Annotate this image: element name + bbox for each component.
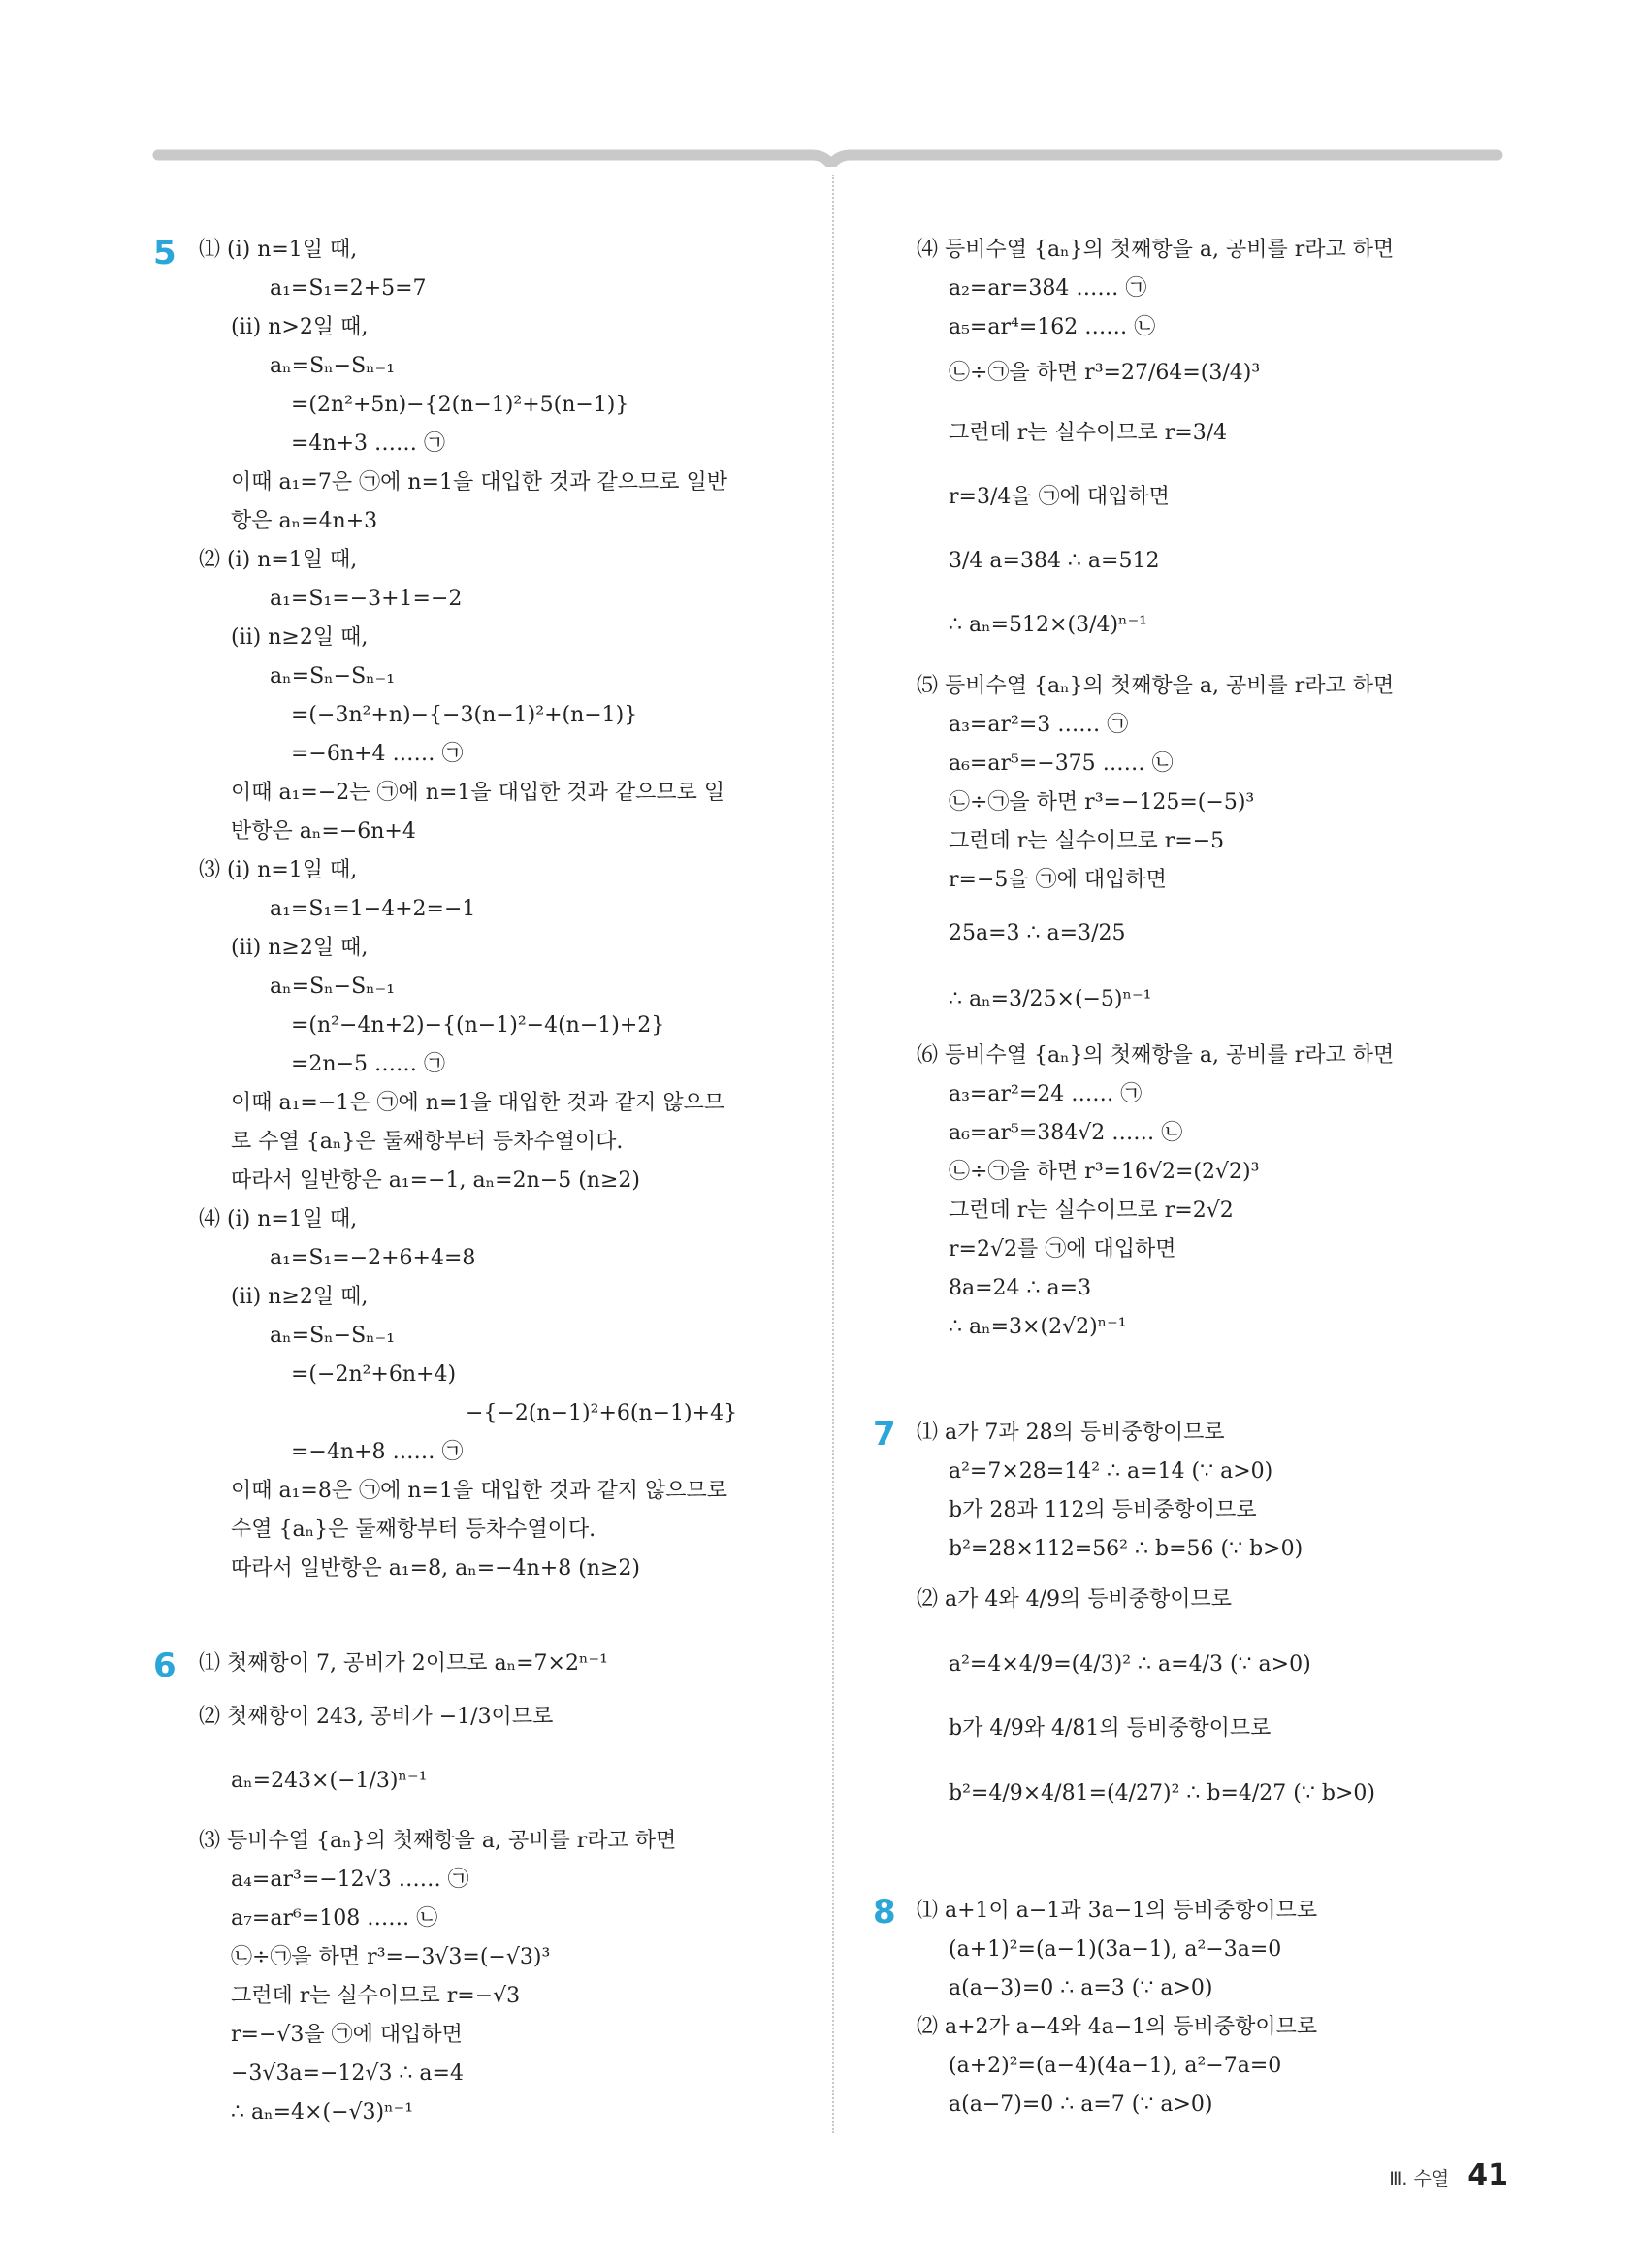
solution-line: ⑴ a가 7과 28의 등비중항이므로	[917, 1421, 1225, 1445]
solution-line: ㉡÷㉠을 하면 r³=27/64=(3/4)³	[949, 361, 1261, 385]
solution-line: −{−2(n−1)²+6(n−1)+4}	[466, 1401, 738, 1425]
solution-line: aₙ=243×(−1/3)ⁿ⁻¹	[231, 1769, 428, 1793]
solution-line: 이때 a₁=−1은 ㉠에 n=1을 대입한 것과 같지 않으므	[231, 1091, 725, 1115]
solution-line: −3√3a=−12√3 ∴ a=4	[231, 2061, 464, 2086]
solution-line: (ⅱ) n>2일 때,	[231, 315, 369, 339]
solution-line: ⑴ (ⅰ) n=1일 때,	[199, 238, 358, 262]
solution-line: (a+2)²=(a−4)(4a−1), a²−7a=0	[949, 2054, 1282, 2078]
section-label: Ⅲ. 수열	[1389, 2168, 1450, 2189]
solution-line: b²=28×112=56² ∴ b=56 (∵ b>0)	[949, 1537, 1304, 1561]
solution-line: aₙ=Sₙ−Sₙ₋₁	[270, 354, 396, 378]
solution-line: a(a−3)=0 ∴ a=3 (∵ a>0)	[949, 1976, 1213, 2000]
solution-line: a₆=ar⁵=384√2 …… ㉡	[949, 1121, 1183, 1145]
solution-line: 이때 a₁=−2는 ㉠에 n=1을 대입한 것과 같으므로 일	[231, 781, 725, 805]
solution-line: a₃=ar²=3 …… ㉠	[949, 713, 1129, 737]
solution-line: a²=7×28=14² ∴ a=14 (∵ a>0)	[949, 1459, 1273, 1484]
solution-line: aₙ=Sₙ−Sₙ₋₁	[270, 1324, 396, 1348]
solution-line: ∴ aₙ=4×(−√3)ⁿ⁻¹	[231, 2100, 414, 2124]
solution-line: a₅=ar⁴=162 …… ㉡	[949, 315, 1156, 339]
solution-line: a₁=S₁=2+5=7	[270, 276, 427, 301]
solution-line: (ⅱ) n≥2일 때,	[231, 1285, 369, 1309]
solution-line: =(n²−4n+2)−{(n−1)²−4(n−1)+2}	[291, 1013, 665, 1038]
solution-line: 이때 a₁=8은 ㉠에 n=1을 대입한 것과 같지 않으므로	[231, 1479, 727, 1503]
solution-line: b가 4/9와 4/81의 등비중항이므로	[949, 1716, 1272, 1741]
solution-line: aₙ=Sₙ−Sₙ₋₁	[270, 974, 396, 999]
solution-line: =−6n+4 …… ㉠	[291, 742, 464, 766]
solution-line: ㉡÷㉠을 하면 r³=16√2=(2√2)³	[949, 1160, 1260, 1184]
solution-line: 8a=24 ∴ a=3	[949, 1276, 1092, 1300]
solution-line: r=−5을 ㉠에 대입하면	[949, 868, 1167, 892]
solution-line: a₁=S₁=−2+6+4=8	[270, 1246, 476, 1270]
problem-number-6: 6	[153, 1646, 177, 1685]
solution-line: ⑷ 등비수열 {aₙ}의 첫째항을 a, 공비를 r라고 하면	[917, 238, 1395, 262]
solution-line: ∴ aₙ=512×(3/4)ⁿ⁻¹	[949, 613, 1148, 637]
solution-line: (a+1)²=(a−1)(3a−1), a²−3a=0	[949, 1937, 1282, 1962]
solution-line: ㉡÷㉠을 하면 r³=−3√3=(−√3)³	[231, 1945, 551, 1969]
solution-line: ㉡÷㉠을 하면 r³=−125=(−5)³	[949, 790, 1255, 815]
solution-line: r=3/4을 ㉠에 대입하면	[949, 485, 1170, 509]
solution-line: 이때 a₁=7은 ㉠에 n=1을 대입한 것과 같으므로 일반	[231, 470, 727, 495]
solution-line: (ⅱ) n≥2일 때,	[231, 936, 369, 960]
solution-line: 그런데 r는 실수이므로 r=3/4	[949, 421, 1228, 445]
solution-line: a(a−7)=0 ∴ a=7 (∵ a>0)	[949, 2092, 1213, 2117]
page-number: 41	[1467, 2158, 1508, 2192]
solution-line: 수열 {aₙ}은 둘째항부터 등차수열이다.	[231, 1517, 596, 1542]
solution-line: ⑷ (ⅰ) n=1일 때,	[199, 1207, 358, 1231]
solution-line: ⑶ (ⅰ) n=1일 때,	[199, 858, 358, 882]
solution-line: 그런데 r는 실수이므로 r=2√2	[949, 1198, 1234, 1223]
solution-line: ⑴ a+1이 a−1과 3a−1의 등비중항이므로	[917, 1899, 1318, 1923]
solution-line: 3/4 a=384 ∴ a=512	[949, 549, 1160, 573]
solution-line: aₙ=Sₙ−Sₙ₋₁	[270, 664, 396, 688]
solution-line: =(−2n²+6n+4)	[291, 1362, 457, 1387]
solution-line: ⑵ (ⅰ) n=1일 때,	[199, 548, 358, 572]
solution-line: ⑵ a+2가 a−4와 4a−1의 등비중항이므로	[917, 2015, 1318, 2039]
solution-line: ⑵ 첫째항이 243, 공비가 −1/3이므로	[199, 1705, 554, 1729]
solution-line: =−4n+8 …… ㉠	[291, 1440, 464, 1464]
solution-line: =4n+3 …… ㉠	[291, 431, 446, 456]
solution-line: ⑹ 등비수열 {aₙ}의 첫째항을 a, 공비를 r라고 하면	[917, 1043, 1395, 1068]
solution-line: a₆=ar⁵=−375 …… ㉡	[949, 751, 1174, 776]
solution-line: 반항은 aₙ=−6n+4	[231, 819, 416, 844]
solution-line: ∴ aₙ=3/25×(−5)ⁿ⁻¹	[949, 987, 1152, 1011]
solution-line: 항은 aₙ=4n+3	[231, 509, 378, 533]
problem-number-7: 7	[873, 1415, 896, 1453]
solution-line: a₁=S₁=−3+1=−2	[270, 587, 463, 611]
solution-line: ⑴ 첫째항이 7, 공비가 2이므로 aₙ=7×2ⁿ⁻¹	[199, 1651, 608, 1676]
solution-line: 따라서 일반항은 a₁=8, aₙ=−4n+8 (n≥2)	[231, 1556, 640, 1581]
top-divider-bar	[152, 147, 1503, 167]
solution-line: a₁=S₁=1−4+2=−1	[270, 897, 476, 921]
solution-line: (ⅱ) n≥2일 때,	[231, 625, 369, 650]
solution-line: 25a=3 ∴ a=3/25	[949, 921, 1126, 945]
problem-number-5: 5	[153, 234, 177, 272]
solution-line: =2n−5 …… ㉠	[291, 1052, 446, 1076]
solution-line: r=2√2를 ㉠에 대입하면	[949, 1237, 1176, 1262]
solution-line: b²=4/9×4/81=(4/27)² ∴ b=4/27 (∵ b>0)	[949, 1781, 1375, 1805]
solution-line: a²=4×4/9=(4/3)² ∴ a=4/3 (∵ a>0)	[949, 1652, 1311, 1677]
solution-line: =(2n²+5n)−{2(n−1)²+5(n−1)}	[291, 393, 629, 417]
problem-number-8: 8	[873, 1893, 896, 1932]
solution-line: 로 수열 {aₙ}은 둘째항부터 등차수열이다.	[231, 1130, 624, 1154]
solution-line: 그런데 r는 실수이므로 r=−5	[949, 829, 1225, 853]
solution-line: b가 28과 112의 등비중항이므로	[949, 1498, 1257, 1522]
solution-line: a₂=ar=384 …… ㉠	[949, 276, 1147, 301]
solution-line: =(−3n²+n)−{−3(n−1)²+(n−1)}	[291, 703, 638, 727]
solution-line: a₄=ar³=−12√3 …… ㉠	[231, 1868, 469, 1892]
solution-line: ⑶ 등비수열 {aₙ}의 첫째항을 a, 공비를 r라고 하면	[199, 1829, 677, 1853]
solution-line: 따라서 일반항은 a₁=−1, aₙ=2n−5 (n≥2)	[231, 1168, 640, 1193]
solution-line: a₇=ar⁶=108 …… ㉡	[231, 1906, 438, 1931]
page-footer	[1389, 2158, 1508, 2192]
solution-line: ⑵ a가 4와 4/9의 등비중항이므로	[917, 1587, 1233, 1612]
solution-line: a₃=ar²=24 …… ㉠	[949, 1082, 1143, 1106]
solution-line: 그런데 r는 실수이므로 r=−√3	[231, 1984, 521, 2008]
solution-line: r=−√3을 ㉠에 대입하면	[231, 2023, 463, 2047]
solution-line: ⑸ 등비수열 {aₙ}의 첫째항을 a, 공비를 r라고 하면	[917, 674, 1395, 698]
column-divider	[832, 175, 834, 2133]
solution-line: ∴ aₙ=3×(2√2)ⁿ⁻¹	[949, 1315, 1127, 1339]
